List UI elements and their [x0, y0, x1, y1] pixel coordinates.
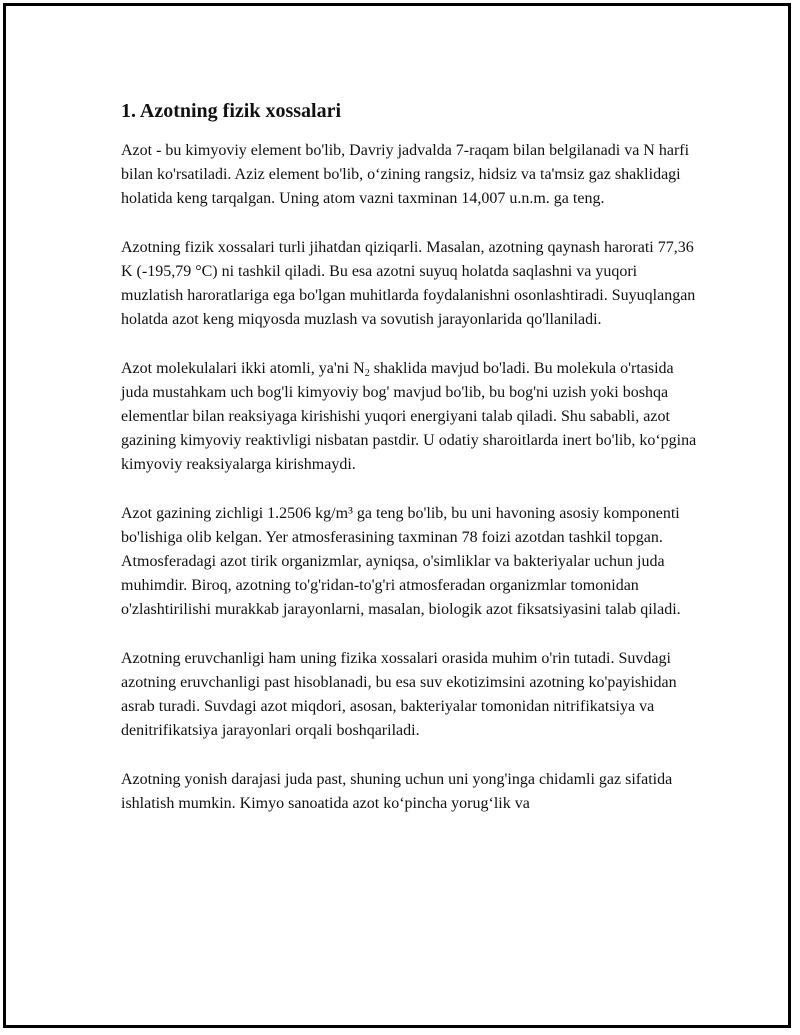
paragraph-3 — [121, 357, 701, 477]
section-heading: 1. Azotning fizik xossalari — [121, 100, 342, 122]
paragraph-5: Azotning eruvchanligi ham uning fizika xossalari orasida muhim o'rin tutadi. Suvdagi azotning eruvchanligi past hisoblanadi, bu esa suv ekotizimsini azotning ko'payishidan asrab turadi. Suvdagi azot miqdori, asosan, bakteriyalar tomonidan nitrifikatsiya va denitrifikatsiya jarayonlari orqali boshqariladi. — [121, 650, 677, 739]
subscript-two: 2 — [364, 368, 370, 379]
paragraph-3-start: Azot molekulalari ikki atomli, ya'ni N — [121, 360, 365, 377]
document-page — [3, 3, 791, 1028]
paragraph-1: Azot - bu kimyoviy element bo'lib, Davriy jadvalda 7-raqam bilan belgilanadi va N harfi bilan ko'rsatiladi. Aziz element bo'lib, o‘zining rangsiz, hidsiz va ta'msiz gaz shaklidagi holatida keng tarqalgan. Uning atom vazni taxminan 14,007 u.n.m. ga teng. — [121, 142, 690, 207]
paragraph-2: Azotning fizik xossalari turli jihatdan qiziqarli. Masalan, azotning qaynash harorati 77,36 K (-195,79 °C) ni tashkil qiladi. Bu esa azotni suyuq holatda saqlashni va yuqori muzlatish haroratlariga ega bo'lgan muhitlarda foydalanishni osonlashtiradi. Suyuqlangan holatda azot keng miqyosda muzlash va sovutish jarayonlarida qo'llaniladi. — [121, 239, 696, 328]
document-body — [121, 94, 701, 841]
paragraph-4: Azot gazining zichligi 1.2506 kg/m³ ga teng bo'lib, bu uni havoning asosiy komponenti bo'lishiga olib kelgan. Yer atmosferasining taxminan 78 foizi azotdan tashkil topgan. Atmosferadagi azot tirik organizmlar, ayniqsa, o'simliklar va bakteriyalar uchun juda muhimdir. Biroq, azotning to'g'ridan-to'g'ri atmosferadan organizmlar tomonidan o'zlashtirilishi murakkab jarayonlarni, masalan, biologik azot fiksatsiyasini talab qiladi. — [121, 505, 681, 618]
paragraph-6: Azotning yonish darajasi juda past, shuning uchun uni yong'inga chidamli gaz sifatida ishlatish mumkin. Kimyo sanoatida azot ko‘pincha yorug‘lik va — [121, 771, 673, 812]
paragraph-3-end: shaklida mavjud bo'ladi. Bu molekula o'rtasida juda mustahkam uch bog'li kimyoviy bog' mavjud bo'lib, bu bog'ni uzish yoki boshqa elementlar bilan reaksiyaga kirishishi yuqori energiyani talab qiladi. Shu sababli, azot gazining kimyoviy reaktivligi nisbatan pastdir. U odatiy sharoitlarda inert bo'lib, ko‘pgina kimyoviy reaksiyalarga kirishmaydi. — [121, 360, 697, 473]
